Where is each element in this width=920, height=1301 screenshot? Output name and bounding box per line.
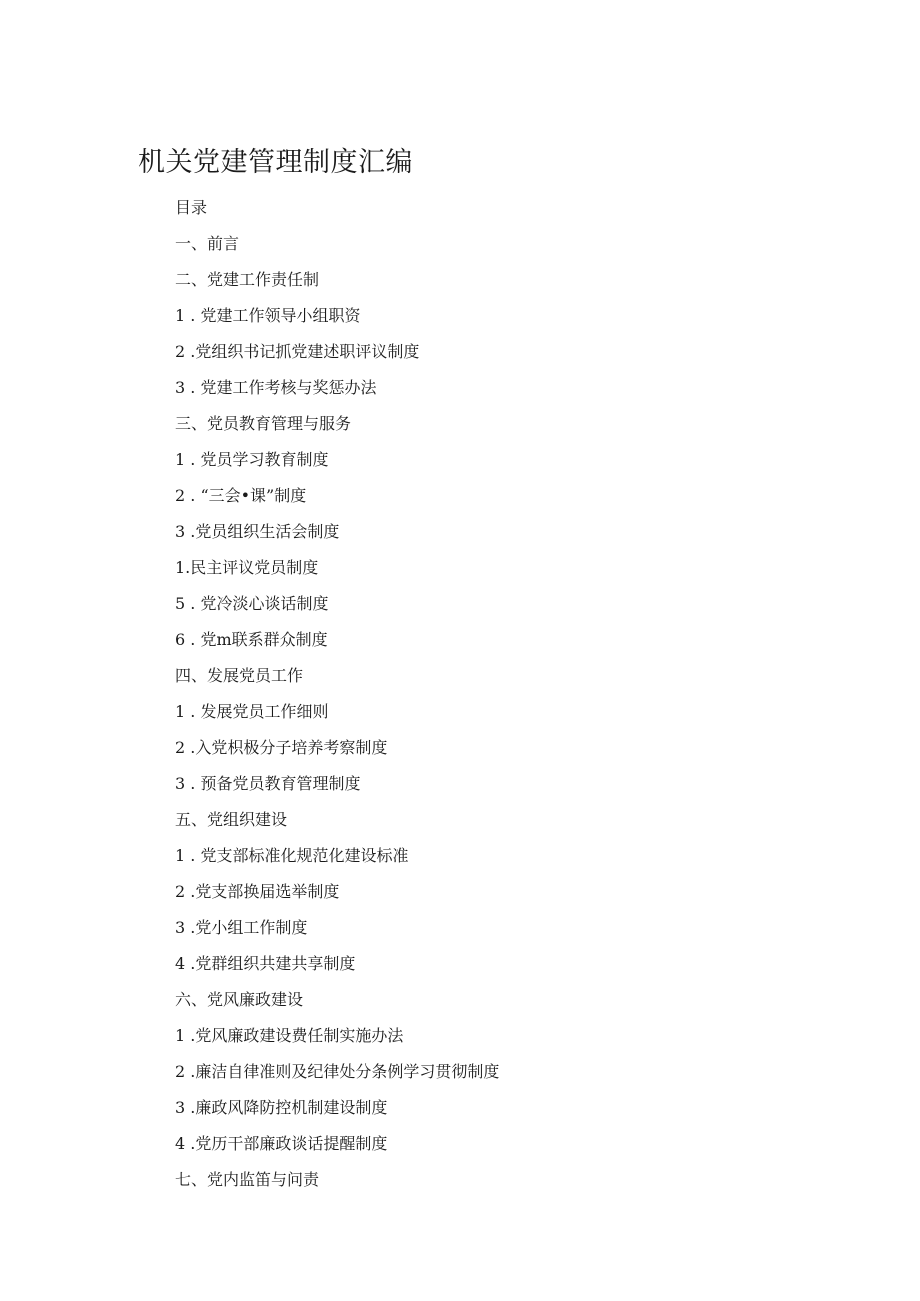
- toc-item: 1 . 发展党员工作细则: [175, 702, 329, 721]
- toc-item: 二、党建工作责任制: [175, 270, 320, 289]
- toc-item: 2 .党支部换届选举制度: [175, 882, 340, 901]
- table-of-contents: [175, 195, 499, 1203]
- toc-item: 6 . 党m联系群众制度: [175, 630, 328, 649]
- toc-item: 七、党内监笛与问责: [175, 1170, 320, 1189]
- toc-item: 1 .党风廉政建设费任制实施办法: [175, 1026, 404, 1045]
- toc-item: 三、党员教育管理与服务: [175, 414, 352, 433]
- toc-item: 1 . 党支部标准化规范化建设标准: [175, 846, 409, 865]
- toc-item: 五、党组织建设: [175, 810, 288, 829]
- toc-item: 3 . 党建工作考核与奖惩办法: [175, 378, 377, 397]
- toc-item: 四、发展党员工作: [175, 666, 304, 685]
- toc-item: 2 .党组织书记抓党建述职评议制度: [175, 342, 420, 361]
- toc-item: 1 . 党建工作领导小组职资: [175, 306, 361, 325]
- toc-item: 3 .廉政风降防控机制建设制度: [175, 1098, 388, 1117]
- toc-item: 一、前言: [175, 234, 240, 253]
- document-title: 机关党建管理制度汇编: [138, 147, 413, 178]
- toc-item: 2 .廉洁自律准则及纪律处分条例学习贯彻制度: [175, 1062, 500, 1081]
- toc-item: 1.民主评议党员制度: [175, 558, 319, 577]
- toc-item: 3 . 预备党员教育管理制度: [175, 774, 361, 793]
- toc-item: 5 . 党冷淡心谈话制度: [175, 594, 329, 613]
- toc-item: 3 .党小组工作制度: [175, 918, 308, 937]
- toc-item: 2 . “三会•课”制度: [175, 486, 307, 505]
- toc-item: 3 .党员组织生活会制度: [175, 522, 340, 541]
- toc-heading: 目录: [175, 198, 208, 217]
- toc-item: 2 .入党枳极分子培养考察制度: [175, 738, 388, 757]
- toc-item: 1 . 党员学习教育制度: [175, 450, 329, 469]
- toc-item: 六、党风廉政建设: [175, 990, 304, 1009]
- toc-item: 4 .党历干部廉政谈话提醒制度: [175, 1134, 388, 1153]
- toc-item: 4 .党群组织共建共享制度: [175, 954, 356, 973]
